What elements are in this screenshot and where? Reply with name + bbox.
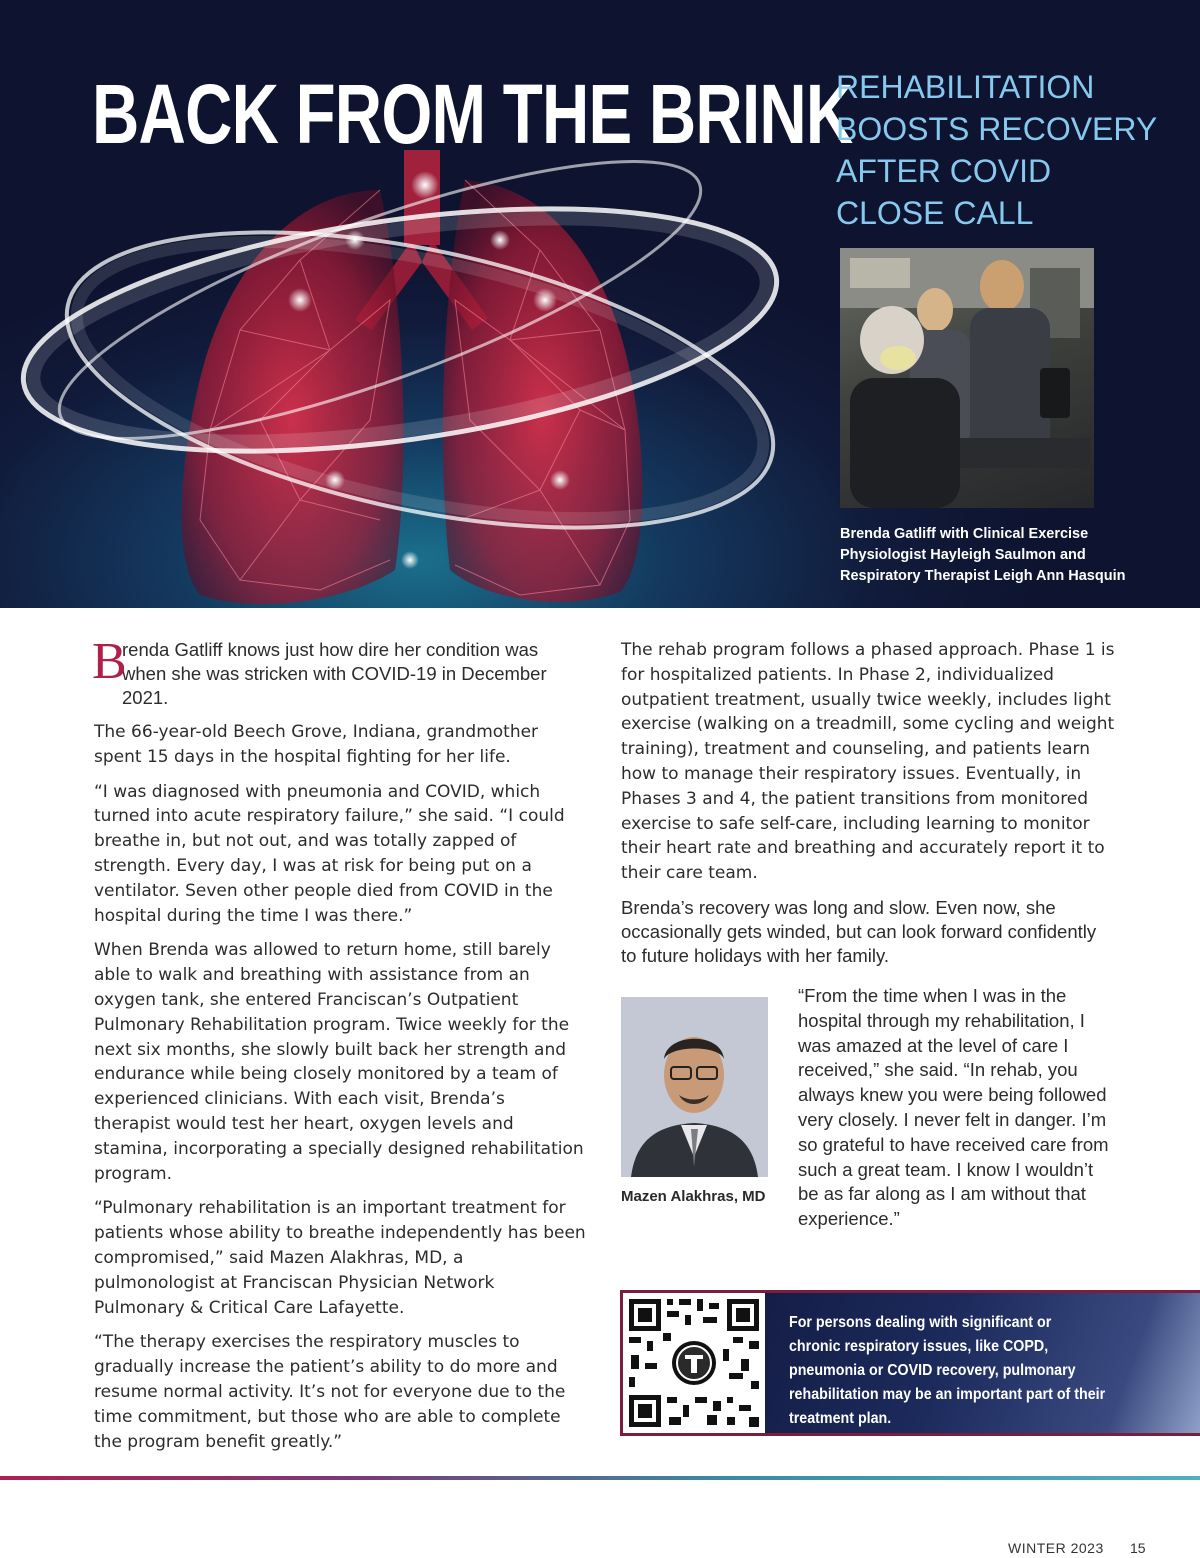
issue-label: WINTER 2023	[1008, 1540, 1104, 1556]
article-paragraph: The rehab program follows a phased approach. Phase 1 is for hospitalized patients. In Phase 2, individualized outpatient treatment, usually twice weekly, includes light exercise (walking on a treadmill, some cycling and weight training), treatment and counseling, and patients learn how to manage their respiratory issues. Eventually, in Phases 3 and 4, the patient transitions from monitored exercise to safe self-care, including learning to monitor their heart rate and breathing and accurately report it to their care team.	[621, 640, 1115, 884]
article-left-column	[92, 633, 586, 1464]
article-paragraph: Brenda’s recovery was long and slow. Even now, she occasionally gets winded, but can look forward confidently to future holidays with her family.	[621, 896, 1097, 966]
article-paragraph: When Brenda was allowed to return home, still barely able to walk and breathing with assistance from an oxygen tank, she entered Franciscan’s Outpatient Pulmonary Rehabilitation program. Twice weekly for the next six months, she slowly built back her strength and endurance while being closely monitored by a team of experienced clinicians. With each visit, Brenda’s therapist would test her heart, oxygen levels and stamina, incorporating a specially designed rehabilitation program.	[94, 940, 584, 1184]
callout-text: For persons dealing with significant or chronic respiratory issues, like COPD, pneumonia or COVID recovery, pulmonary rehabilitation may be an important part of their treatment plan.	[789, 1314, 1106, 1427]
subtitle-line: REHABILITATION	[836, 69, 1095, 105]
caption-line: Respiratory Therapist Leigh Ann Hasquin	[840, 568, 1126, 584]
article-paragraph: “The therapy exercises the respiratory muscles to gradually increase the patient’s ability to do more and resume normal activity. It’s not for everyone due to the time commitment, but those who are able to complete the program benefit greatly.”	[94, 1332, 566, 1452]
qr-code-icon	[623, 1293, 765, 1433]
subtitle-line: BOOSTS RECOVERY	[836, 111, 1158, 147]
doctor-portrait-illustration	[621, 997, 768, 1177]
subtitle-line: AFTER COVID	[836, 153, 1052, 189]
doctor-portrait	[621, 997, 768, 1177]
rehab-photo-illustration	[840, 248, 1094, 508]
footer-divider	[0, 1476, 1200, 1480]
page-number: 15	[1130, 1540, 1146, 1556]
lead-text: renda Gatliff knows just how dire her condition was when she was stricken with COVID-19 in December 2021.	[122, 639, 547, 708]
hero-banner	[0, 0, 1200, 608]
article-right-column	[621, 638, 1116, 978]
qr-code[interactable]	[623, 1293, 765, 1433]
drop-cap: B	[92, 633, 127, 690]
photo-caption	[840, 524, 1180, 587]
lead-paragraph	[92, 633, 586, 710]
caption-line: Physiologist Hayleigh Saulmon and	[840, 547, 1086, 563]
patient-quote: “From the time when I was in the hospital through my rehabilitation, I was amazed at the level of care I received,” she said. “In rehab, you always knew you were being followed very closely. I never felt in danger. I’m so grateful to have received care from such a great team. I know I wouldn’t be as far along as I am without that experience.”	[798, 985, 1109, 1230]
article-paragraph: The 66-year-old Beech Grove, Indiana, grandmother spent 15 days in the hospital fighting for her life.	[94, 722, 539, 767]
subtitle-line: CLOSE CALL	[836, 195, 1034, 231]
callout-box	[620, 1290, 1200, 1436]
page-title: BACK FROM THE BRINK	[92, 67, 853, 161]
doctor-caption: Mazen Alakhras, MD	[621, 1188, 766, 1205]
subtitle	[836, 66, 1176, 234]
article-paragraph: “I was diagnosed with pneumonia and COVID, which turned into acute respiratory failure,” she said. “I could breathe in, but not out, and was totally zapped of strength. Every day, I was at risk for being put on a ventilator. Seven other people died from COVID in the hospital during the time I was there.”	[94, 781, 565, 926]
caption-line: Brenda Gatliff with Clinical Exercise	[840, 526, 1089, 542]
rehab-photo	[840, 248, 1094, 508]
article-paragraph: “Pulmonary rehabilitation is an important treatment for patients whose ability to breathe independently has been compromised,” said Mazen Alakhras, MD, a pulmonologist at Franciscan Physician Network Pulmonary & Critical Care Lafayette.	[94, 1198, 586, 1318]
